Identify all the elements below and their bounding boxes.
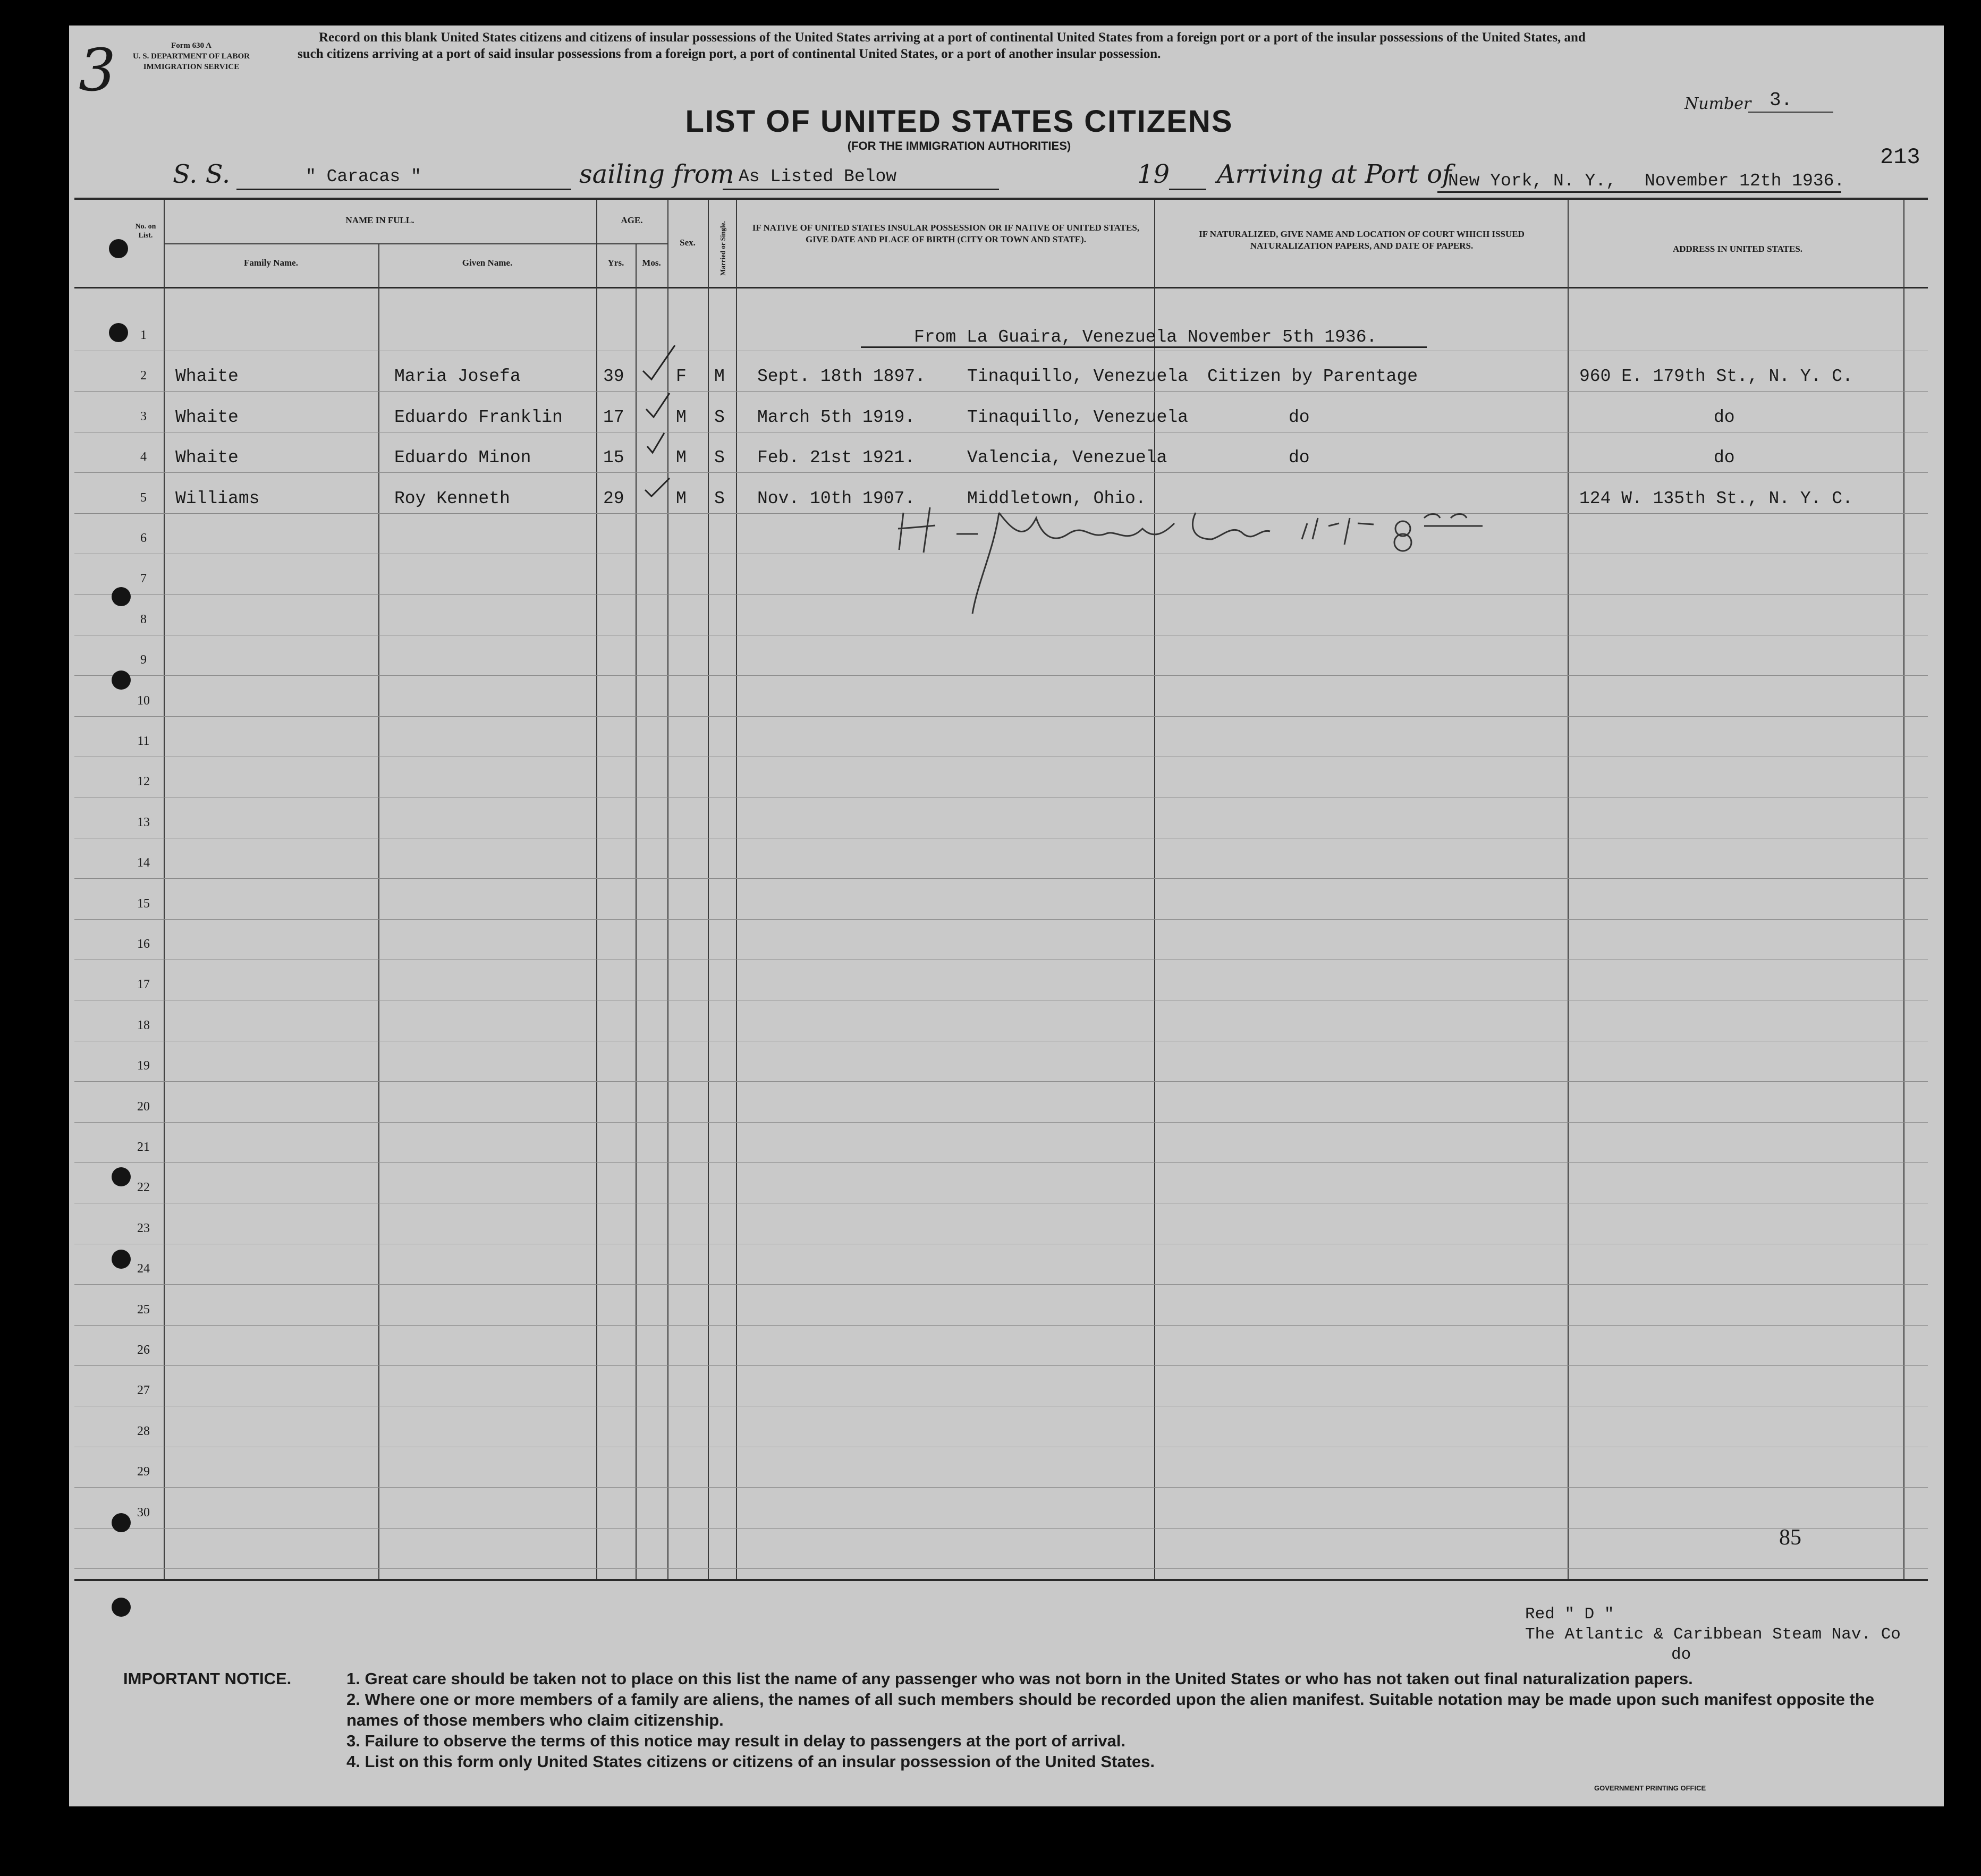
arriving-label: Arriving at Port of bbox=[1217, 159, 1452, 189]
section-note: From La Guaira, Venezuela November 5th 1936. bbox=[914, 327, 1377, 347]
checkmark-icon bbox=[643, 345, 675, 379]
number-label: Number bbox=[1684, 95, 1751, 113]
row-number: 4 bbox=[140, 450, 147, 464]
row-number: 15 bbox=[137, 897, 150, 911]
age-header-split bbox=[596, 243, 667, 244]
header-naturalized: IF NATURALIZED, GIVE NAME AND LOCATION OF COURT WHICH ISSUED NATURALIZATION PAPERS, AND DATE OF PAPERS. bbox=[1199, 229, 1525, 251]
row-number: 21 bbox=[137, 1140, 150, 1154]
year-line bbox=[1169, 189, 1206, 190]
arrival-date: November 12th 1936. bbox=[1645, 171, 1845, 191]
ruled-line bbox=[74, 878, 1928, 879]
col-rule bbox=[378, 244, 379, 1581]
row-number: 30 bbox=[137, 1506, 150, 1520]
header-name-in-full: NAME IN FULL. bbox=[345, 215, 414, 225]
birth-place-cell: Tinaquillo, Venezuela bbox=[967, 367, 1188, 386]
header-age: AGE. bbox=[621, 215, 643, 225]
notice-item-1: 1. Great care should be taken not to place on this list the name of any passenger who was not born in the United States or who has not taken out final naturalization papers. bbox=[346, 1669, 1693, 1688]
age-years-cell: 15 bbox=[603, 448, 624, 468]
checkmark-icon bbox=[646, 393, 670, 417]
row-number: 11 bbox=[137, 734, 150, 748]
ship-name: " Caracas " bbox=[306, 167, 421, 186]
family-name-cell: Whaite bbox=[175, 408, 239, 427]
ruled-line bbox=[74, 1528, 1928, 1529]
family-name-cell: Williams bbox=[175, 489, 260, 508]
birth-date-cell: March 5th 1919. bbox=[757, 408, 916, 427]
header-bottom-rule bbox=[74, 287, 1928, 288]
form-id bbox=[80, 40, 303, 72]
ruled-line bbox=[74, 1162, 1928, 1163]
manifest-sheet bbox=[69, 26, 1944, 1806]
ruled-line bbox=[74, 919, 1928, 920]
address-cell: do bbox=[1714, 448, 1735, 468]
name-header-split bbox=[164, 243, 596, 244]
header-mos: Mos. bbox=[642, 258, 661, 268]
row-number: 8 bbox=[140, 613, 147, 626]
row-number: 16 bbox=[137, 937, 150, 951]
ruled-line bbox=[74, 716, 1928, 717]
ruled-line bbox=[74, 1568, 1928, 1569]
age-years-cell: 17 bbox=[603, 408, 624, 427]
ruled-line bbox=[74, 391, 1928, 392]
page-subtitle: (FOR THE IMMIGRATION AUTHORITIES) bbox=[847, 139, 1071, 152]
port: New York, N. Y., bbox=[1448, 171, 1616, 191]
notice-item-2: 2. Where one or more members of a family are aliens, the names of all such members should be recorded upon the alien manifest. Suitable notation may be made upon such manifest opposite the names of those members who claim citizenship. bbox=[346, 1690, 1875, 1729]
sex-cell: M bbox=[676, 408, 687, 427]
address-cell: do bbox=[1714, 408, 1735, 427]
row-number: 13 bbox=[137, 816, 150, 829]
punch-hole bbox=[112, 587, 131, 606]
header-married-single: Married or Single. bbox=[718, 221, 727, 276]
age-years-cell: 29 bbox=[603, 489, 624, 508]
row-number: 19 bbox=[137, 1059, 150, 1073]
row-number: 17 bbox=[137, 978, 150, 991]
margin-note: 3 bbox=[79, 36, 116, 104]
birth-date-cell: Nov. 10th 1907. bbox=[757, 489, 916, 508]
number-value: 3. bbox=[1770, 89, 1793, 111]
row-number: 9 bbox=[140, 653, 147, 667]
row-number: 29 bbox=[137, 1465, 150, 1479]
row-number: 7 bbox=[140, 572, 147, 585]
page-title: LIST OF UNITED STATES CITIZENS bbox=[685, 104, 1233, 139]
page-number: 213 bbox=[1880, 145, 1920, 170]
intro-text: Record on this blank United States citizens and citizens of insular possessions of the United States arriving at a port of continental United States from a foreign port or a port of the insular possessions of the United States, and such citizens arriving at a port of said insular possessions from a foreign port, a port of continental United States, or a port of another insular possession. bbox=[298, 30, 1586, 61]
age-years-cell: 39 bbox=[603, 367, 624, 386]
punch-hole bbox=[112, 670, 131, 690]
birth-place-cell: Middletown, Ohio. bbox=[967, 489, 1146, 508]
header-given-name: Given Name. bbox=[462, 258, 513, 268]
steamship-line-info bbox=[1525, 1605, 1901, 1665]
number-line bbox=[1748, 112, 1833, 113]
col-rule bbox=[164, 200, 165, 1581]
row-number: 20 bbox=[137, 1100, 150, 1114]
row-number: 28 bbox=[137, 1424, 150, 1438]
line-info-1: Red " D " bbox=[1525, 1605, 1614, 1624]
checkmark-icon bbox=[647, 433, 664, 453]
row-number: 18 bbox=[137, 1018, 150, 1032]
naturalized-cell: do bbox=[1289, 448, 1310, 468]
sailing-from-line bbox=[723, 189, 999, 190]
table-top-rule bbox=[74, 198, 1928, 200]
ruled-line bbox=[74, 1325, 1928, 1326]
checkmark-icon bbox=[645, 478, 670, 496]
address-cell: 960 E. 179th St., N. Y. C. bbox=[1579, 367, 1853, 386]
row-number: 22 bbox=[137, 1181, 150, 1194]
row-number: 3 bbox=[140, 410, 147, 423]
ruled-line bbox=[74, 1081, 1928, 1082]
row-number: 25 bbox=[137, 1303, 150, 1317]
punch-hole bbox=[112, 1167, 131, 1186]
form-id-line2: U. S. DEPARTMENT OF LABOR bbox=[132, 52, 250, 61]
printer-imprint: GOVERNMENT PRINTING OFFICE bbox=[1594, 1784, 1706, 1792]
address-cell: 124 W. 135th St., N. Y. C. bbox=[1579, 489, 1853, 508]
ruled-line bbox=[74, 1365, 1928, 1366]
line-info-2: The Atlantic & Caribbean Steam Nav. Co bbox=[1525, 1625, 1901, 1644]
header-yrs: Yrs. bbox=[607, 258, 624, 268]
row-number: 5 bbox=[140, 491, 147, 505]
row-number: 6 bbox=[140, 531, 147, 545]
notice-item-4: 4. List on this form only United States citizens or citizens of an insular possession of the United States. bbox=[346, 1752, 1155, 1771]
col-rule bbox=[1154, 200, 1155, 1581]
important-notice bbox=[123, 1668, 1877, 1772]
sailing-label: sailing from bbox=[579, 159, 734, 189]
sex-cell: M bbox=[676, 448, 687, 468]
ruled-line bbox=[74, 1487, 1928, 1488]
punch-hole bbox=[112, 1250, 131, 1269]
sex-cell: F bbox=[676, 367, 687, 386]
marital-status-cell: S bbox=[714, 489, 725, 508]
punch-hole bbox=[112, 1513, 131, 1532]
header-sex: Sex. bbox=[680, 237, 696, 248]
port-line bbox=[1437, 191, 1841, 193]
birth-date-cell: Feb. 21st 1921. bbox=[757, 448, 916, 468]
line-info-3: do bbox=[1671, 1645, 1691, 1664]
punch-hole bbox=[112, 1598, 131, 1617]
ruled-line bbox=[74, 1284, 1928, 1285]
row-number: 23 bbox=[137, 1221, 150, 1235]
row-number: 24 bbox=[137, 1262, 150, 1276]
col-rule bbox=[596, 200, 597, 1581]
row-number: 14 bbox=[137, 856, 150, 870]
form-id-line3: IMMIGRATION SERVICE bbox=[143, 63, 240, 71]
col-rule bbox=[1903, 200, 1904, 1581]
notice-label: IMPORTANT NOTICE. bbox=[123, 1669, 292, 1688]
ruled-line bbox=[74, 1122, 1928, 1123]
header-address: ADDRESS IN UNITED STATES. bbox=[1672, 244, 1803, 254]
marital-status-cell: S bbox=[714, 448, 725, 468]
header-native: IF NATIVE OF UNITED STATES INSULAR POSSESSION OR IF NATIVE OF UNITED STATES, GIVE DATE AND PLACE OF BIRTH (CITY OR TOWN AND STATE). bbox=[752, 223, 1140, 244]
ruled-line bbox=[74, 675, 1928, 676]
naturalized-cell: Citizen by Parentage bbox=[1207, 367, 1418, 386]
checkmarks bbox=[632, 335, 717, 510]
given-name-cell: Roy Kenneth bbox=[394, 489, 510, 508]
section-note-underline bbox=[861, 346, 1427, 348]
marital-status-cell: S bbox=[714, 408, 725, 427]
ss-label: S. S. bbox=[173, 159, 231, 189]
row-number: 10 bbox=[137, 694, 150, 708]
ship-name-line bbox=[236, 189, 571, 190]
year-prefix: 19 bbox=[1137, 159, 1170, 189]
row-number: 26 bbox=[137, 1343, 150, 1357]
naturalized-cell: do bbox=[1289, 408, 1310, 427]
col-rule bbox=[736, 200, 737, 1581]
row-number: 12 bbox=[137, 775, 150, 788]
sheet-count: 85 bbox=[1779, 1525, 1801, 1550]
inspector-signature bbox=[893, 502, 1499, 630]
birth-date-cell: Sept. 18th 1897. bbox=[757, 367, 926, 386]
birth-place-cell: Valencia, Venezuela bbox=[967, 448, 1167, 468]
ruled-line bbox=[74, 472, 1928, 473]
marital-status-cell: M bbox=[714, 367, 725, 386]
given-name-cell: Eduardo Minon bbox=[394, 448, 531, 468]
row-number: 1 bbox=[140, 328, 147, 342]
sailing-from: As Listed Below bbox=[739, 167, 897, 186]
notice-item-3: 3. Failure to observe the terms of this notice may result in delay to passengers at the port of arrival. bbox=[346, 1731, 1126, 1750]
col-rule bbox=[1568, 200, 1569, 1581]
family-name-cell: Whaite bbox=[175, 367, 239, 386]
form-id-line1: Form 630 A bbox=[171, 41, 211, 50]
header-no: No. on List. bbox=[135, 223, 156, 240]
punch-hole bbox=[109, 323, 128, 342]
birth-place-cell: Tinaquillo, Venezuela bbox=[967, 408, 1188, 427]
sex-cell: M bbox=[676, 489, 687, 508]
given-name-cell: Eduardo Franklin bbox=[394, 408, 563, 427]
table-bottom-rule bbox=[74, 1579, 1928, 1581]
row-number: 2 bbox=[140, 369, 147, 383]
family-name-cell: Whaite bbox=[175, 448, 239, 468]
punch-hole bbox=[109, 239, 128, 258]
row-number: 27 bbox=[137, 1383, 150, 1397]
given-name-cell: Maria Josefa bbox=[394, 367, 521, 386]
header-family-name: Family Name. bbox=[244, 258, 298, 268]
